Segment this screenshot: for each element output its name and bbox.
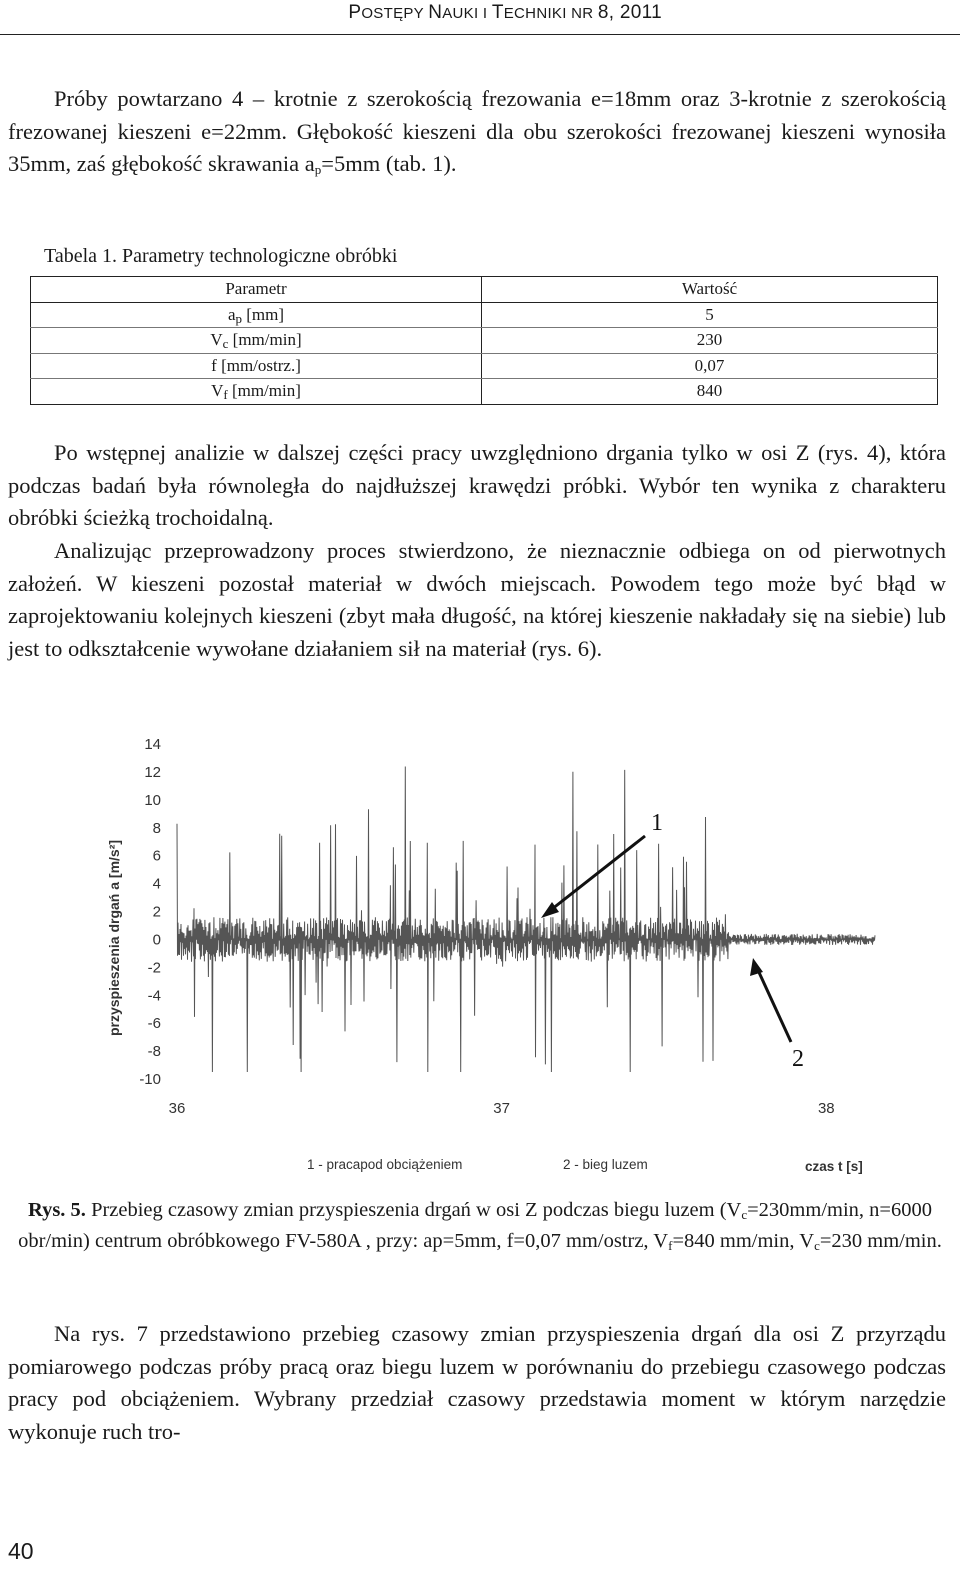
vibration-chart-svg	[95, 728, 905, 1190]
param-cell: $a_p$ [mm]	[31, 302, 482, 328]
annotation-1: 1	[651, 810, 663, 836]
y-tick-label: -8	[147, 1043, 161, 1061]
y-tick-label: 14	[144, 736, 161, 753]
y-tick-label: 4	[152, 875, 161, 893]
parameters-table	[30, 276, 938, 405]
y-tick-label: 6	[152, 847, 161, 865]
vibration-chart	[95, 728, 905, 1190]
param-cell: $V_f$ [mm/min]	[31, 379, 482, 405]
x-tick-label: 36	[168, 1100, 186, 1117]
value-cell: 5	[482, 302, 938, 328]
running-header	[0, 0, 960, 35]
table-header-value: Wartość	[482, 277, 938, 303]
value-cell: 230	[482, 328, 938, 354]
table-row	[31, 353, 938, 379]
chart-background	[95, 728, 905, 1190]
y-tick-label: 10	[144, 791, 161, 809]
paragraph-process: Analizując przeprowadzony proces stwierdzono, że nieznacznie odbiega on od pierwotnych założeń. W kieszeni pozostał materiał w dwóch miejscach. Powodem tego może być błąd w zaprojektowaniu kolejnych kieszeni (zbyt mała długość, na której kieszenie nakładały się na siebie) lub jest to odkształcenie wywołane działaniem sił na materiał (rys. 6).	[8, 538, 946, 662]
y-tick-label: 0	[152, 931, 161, 949]
value-cell: 840	[482, 379, 938, 405]
table-header-row	[31, 277, 938, 303]
y-tick-label: -10	[139, 1071, 161, 1088]
table-header-parameter: Parametr	[31, 277, 482, 303]
plot-area	[95, 728, 905, 1190]
paragraph-trials: Próby powtarzano 4 – krotnie z szerokością frezowania e=18mm oraz 3-krotnie z szerokością frezowanej kieszeni e=22mm. Głębokość kieszeni dla obu szerokości frezowanej kieszeni wynosiła 35mm, zaś głębokość skrawania $a_p=5mm$ (tab. 1).	[8, 86, 946, 178]
y-tick-label: -4	[147, 987, 161, 1005]
x-tick-label: 38	[817, 1100, 835, 1117]
figure-caption: Rys. 5. Przebieg czasowy zmian przyspieszenia drgań w osi Z podczas biegu luzem ($V_c=230mm/\min$, n=6000 obr/min) centrum obróbkowego FV-580A , przy: ap=5mm, f=0,07 mm/ostrz, $V_f=840$ mm/min, $V_c=230$ mm/min.	[18, 1199, 942, 1253]
paragraph-analysis: Po wstępnej analizie w dalszej części pracy uwzględniono drgania tylko w osi Z (rys. 4), która podczas badań była równoległa do najdłuższej krawędzi próbki. Wybór ten wynika z charakteru obróbki ścieżką trochoidalną.	[8, 440, 946, 531]
y-tick-label: 2	[152, 903, 161, 921]
param-cell: f [mm/ostrz.]	[31, 353, 482, 379]
value-cell: 0,07	[482, 353, 938, 379]
journal-title: POSTĘPY NAUKI I TECHNIKI NR 8, 2011	[348, 2, 662, 23]
annotation-2: 2	[792, 1046, 804, 1072]
table-caption: Tabela 1. Parametry technologiczne obróbki	[44, 245, 398, 267]
x-axis-label: czas t [s]	[805, 1159, 863, 1174]
param-cell: $V_c$ [mm/min]	[31, 328, 482, 354]
legend-entry-load: 1 - pracapod obciążeniem	[307, 1157, 463, 1172]
table-row	[31, 328, 938, 354]
y-tick-label: -2	[147, 959, 161, 977]
y-tick-label: 12	[144, 763, 161, 781]
y-axis-label: przyspieszenia drgań a [m/s²]	[106, 839, 122, 1037]
paragraph-figure7: Na rys. 7 przedstawiono przebieg czasowy zmian przyspieszenia drgań dla osi Z przyrządu pomiarowego podczas próby pracą oraz biegu luzem w porównaniu do przebiegu czasowego podczas pracy pod obciążeniem. Wybrany przedział czasowy przedstawia moment w którym narzędzie wykonuje ruch tro-	[8, 1321, 946, 1445]
table-row	[31, 379, 938, 405]
legend-entry-idle: 2 - bieg luzem	[563, 1157, 648, 1172]
y-tick-label: -6	[147, 1015, 161, 1033]
table-row	[31, 302, 938, 328]
x-tick-label: 37	[493, 1100, 510, 1117]
page-number: 40	[8, 1538, 34, 1564]
y-tick-label: 8	[152, 819, 161, 837]
